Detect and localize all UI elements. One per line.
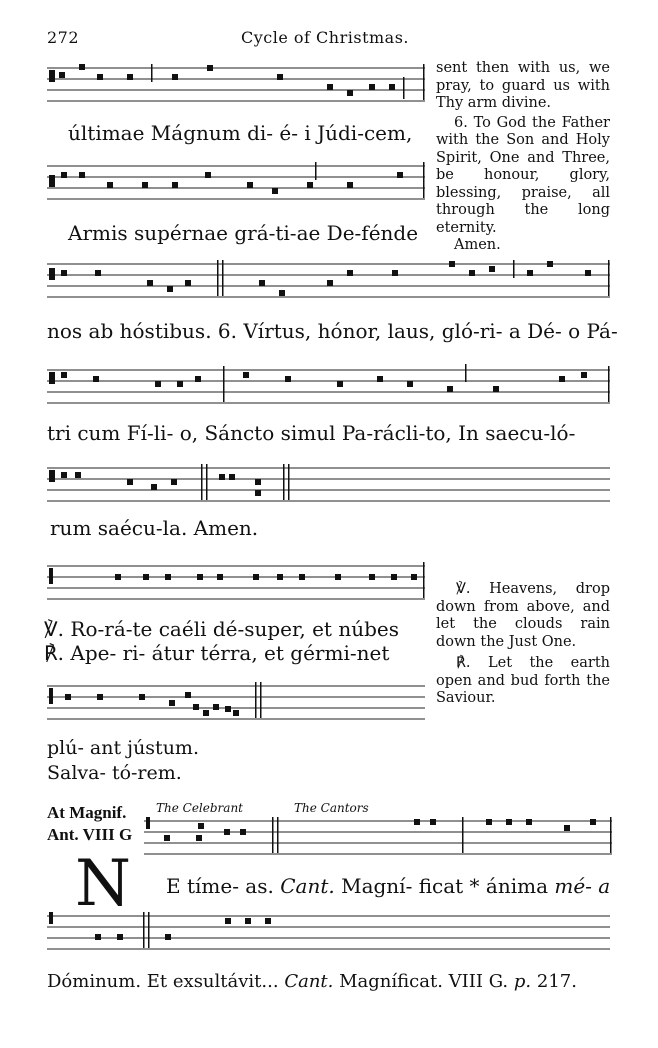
antiphon-text-a: E tíme- as. xyxy=(166,874,274,898)
translation-para-1: sent then with us, we pray, to guard us with Thy arm divine. xyxy=(436,60,610,111)
music-staff-versicle-end xyxy=(47,680,427,728)
hymn-line-2: Armis supérnae grá-ti-ae De-fénde xyxy=(68,221,419,245)
final-line xyxy=(47,971,577,992)
hymn-line-1: últimae Mágnum di- é- i Júdi-cem, xyxy=(68,121,413,145)
music-staff-versicle xyxy=(47,560,427,608)
translation-versicle xyxy=(436,581,610,708)
music-staff-5 xyxy=(47,462,612,510)
antiphon-text xyxy=(166,874,610,898)
final-text-b: Magníficat. VIII G. xyxy=(339,971,509,992)
versicle-r-line: ℟. Ape- ri- átur térra, et gérmi-net xyxy=(44,641,390,665)
antiphon-cant-1: Cant. xyxy=(280,874,335,898)
antiphon-text-c: mé- a xyxy=(554,874,611,898)
final-text-a: Dóminum. Et exsultávit... xyxy=(47,971,279,992)
final-page-abbrev: p. xyxy=(513,971,532,992)
antiphon-label-1: At Magnif. xyxy=(47,803,127,822)
music-staff-2 xyxy=(47,160,427,208)
translation-top xyxy=(436,60,610,255)
page-number: 272 xyxy=(47,28,80,47)
running-title: Cycle of Christmas. xyxy=(241,28,410,47)
hymn-line-3: nos ab hóstibus. 6. Vírtus, hónor, laus, gló-ri- a Dé- o Pá- xyxy=(47,319,618,343)
translation-versicle-v: ℣. Heavens, drop down from above, and let the clouds rain down the Just One. xyxy=(436,581,610,650)
antiphon-initial: N xyxy=(75,847,131,921)
music-staff-3 xyxy=(47,258,612,306)
final-page-number: 217. xyxy=(536,971,577,992)
hymn-line-4: tri cum Fí-li- o, Sáncto simul Pa-rácli-to, In saecu-ló- xyxy=(47,421,576,445)
music-staff-4 xyxy=(47,364,612,412)
celebrant-rubric: The Celebrant xyxy=(156,801,243,815)
hymn-line-5: rum saécu-la. Amen. xyxy=(50,516,259,540)
music-staff-1 xyxy=(47,62,427,110)
versicle-v-line: ℣. Ro-rá-te caéli dé-super, et núbes xyxy=(44,617,399,641)
final-cant: Cant. xyxy=(284,971,334,992)
versicle-end-line-2: Salva- tó-rem. xyxy=(47,762,182,784)
music-staff-antiphon xyxy=(144,815,614,863)
antiphon-label-2: Ant. VIII G xyxy=(47,825,133,844)
translation-para-2: 6. To God the Father with the Son and Holy Spirit, One and Three, be honour, glory, blessing, praise, all through the long eternity. xyxy=(436,114,610,236)
translation-versicle-r: ℟. Let the earth open and bud forth the Saviour. xyxy=(436,655,610,706)
cantors-rubric: The Cantors xyxy=(294,801,369,815)
translation-para-3: Amen. xyxy=(454,237,501,253)
music-staff-final xyxy=(47,910,612,958)
versicle-end-line-1: plú- ant jústum. xyxy=(47,737,199,759)
antiphon-text-b: Magní- ficat * ánima xyxy=(341,874,548,898)
